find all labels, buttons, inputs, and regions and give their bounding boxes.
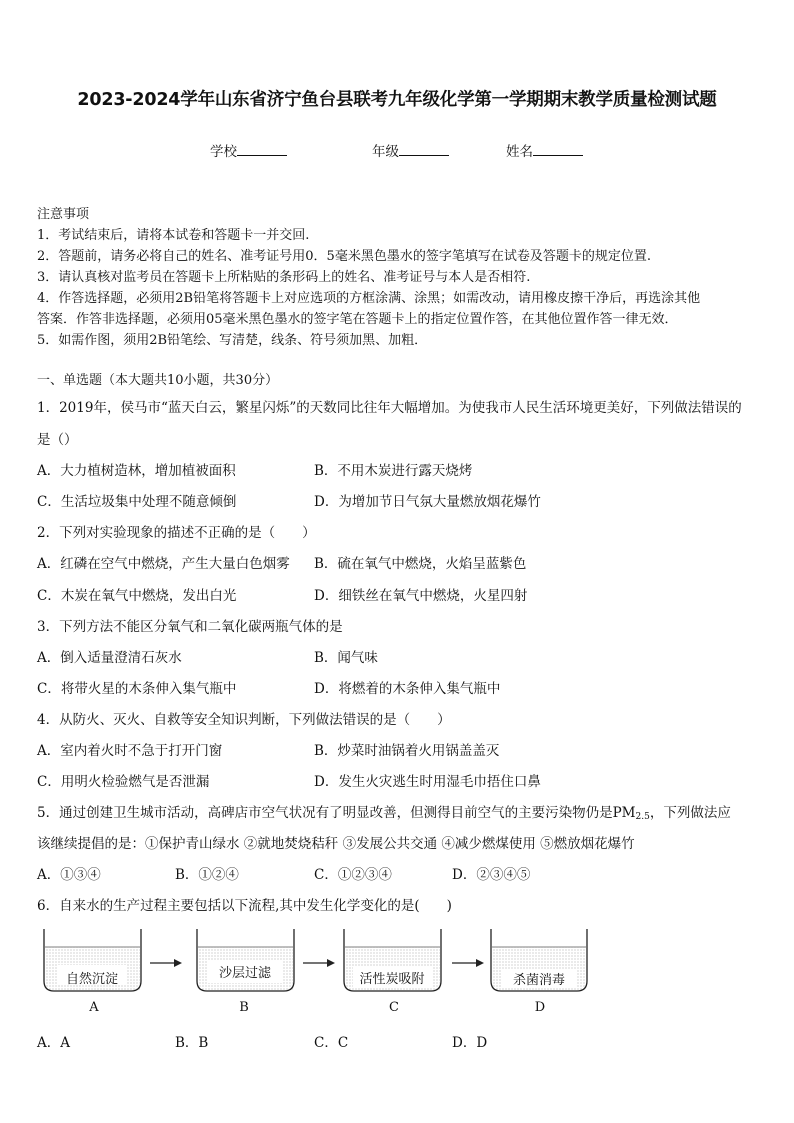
- q5-option-b: B．①②④: [175, 867, 239, 883]
- name-blank: [533, 143, 583, 156]
- q5-option-a: A．①③④: [37, 867, 101, 883]
- q2-option-a: A．红磷在空气中燃烧，产生大量白色烟雾: [37, 556, 290, 572]
- q4-option-a: A．室内着火时不急于打开门窗: [37, 743, 223, 759]
- tank-b: [197, 929, 294, 991]
- q6-option-c: C．C: [314, 1035, 349, 1051]
- q1-option-a: A．大力植树造林，增加植被面积: [37, 463, 236, 479]
- q1-option-d: D．为增加节日气氛大量燃放烟花爆竹: [314, 494, 541, 510]
- q2-option-c: C．木炭在氧气中燃烧，发出白光: [37, 588, 237, 604]
- q5-option-c: C．①②③④: [314, 867, 392, 883]
- q3-option-d: D．将燃着的木条伸入集气瓶中: [314, 681, 501, 697]
- step-letter-b: B: [239, 1000, 249, 1015]
- arrow-icon: [452, 959, 484, 967]
- q2-option-b: B．硫在氧气中燃烧，火焰呈蓝紫色: [314, 556, 527, 572]
- q4-option-b: B．炒菜时油锅着火用锅盖盖灭: [314, 743, 500, 759]
- notice-item: 1．考试结束后，请将本试卷和答题卡一并交回.: [37, 228, 310, 243]
- step-letter-c: C: [389, 1000, 399, 1015]
- grade-blank: [399, 143, 449, 156]
- q3-option-b: B．闻气味: [314, 650, 378, 666]
- question-3-text: 3．下列方法不能区分氧气和二氧化碳两瓶气体的是: [37, 619, 343, 635]
- question-1-text: 1．2019年，侯马市“蓝天白云，繁星闪烁”的天数同比往年大幅增加。为使我市人民生活环境更美好，下列做法错误的: [37, 400, 742, 416]
- name-field: 姓名: [506, 140, 583, 160]
- school-field: 学校: [210, 140, 287, 160]
- question-5-text: 5．通过创建卫生城市活动，高碑店市空气状况有了明显改善，但测得目前空气的主要污染物仍是$PM_{2.5}$，下列做法应: [37, 805, 731, 822]
- notice-item: 4．作答选择题，必须用2B铅笔将答题卡上对应选项的方框涂满、涂黑；如需改动，请用橡皮擦干净后，再选涂其他: [37, 291, 701, 306]
- question-1-text: 是（）: [37, 432, 78, 448]
- q4-option-c: C．用明火检验燃气是否泄漏: [37, 774, 210, 790]
- q3-option-a: A．倒入适量澄清石灰水: [37, 650, 182, 666]
- q6-option-d: D．D: [452, 1035, 488, 1051]
- question-5-text: 该继续提倡的是：①保护青山绿水 ②就地焚烧秸秆 ③发展公共交通 ④减少燃煤使用 ⑤燃放烟花爆竹: [37, 836, 635, 852]
- school-blank: [237, 143, 287, 156]
- question-6-text: 6．自来水的生产过程主要包括以下流程,其中发生化学变化的是( ): [37, 898, 452, 914]
- q2-option-d: D．细铁丝在氧气中燃烧，火星四射: [314, 588, 528, 604]
- exam-title: 2023-2024学年山东省济宁鱼台县联考九年级化学第一学期期末教学质量检测试题: [77, 90, 717, 110]
- section-heading: 一、单选题（本大题共10小题，共30分）: [37, 373, 279, 388]
- arrow-icon: [303, 959, 335, 967]
- step-label-a: 自然沉淀: [65, 972, 119, 987]
- question-4-text: 4．从防火、灭火、自救等安全知识判断，下列做法错误的是（ ）: [37, 712, 451, 728]
- q1-option-b: B．不用木炭进行露天烧烤: [314, 463, 473, 479]
- q5-option-d: D．②③④⑤: [452, 867, 531, 883]
- q6-option-a: A．A: [37, 1035, 70, 1051]
- arrow-icon: [150, 959, 182, 967]
- notice-item: 2．答题前，请务必将自己的姓名、准考证号用0．5毫米黑色墨水的签字笔填写在试卷及答题卡的规定位置.: [37, 249, 651, 264]
- notice-item: 5．如需作图，须用2B铅笔绘、写清楚，线条、符号须加黑、加粗．: [37, 333, 428, 348]
- q3-option-c: C．将带火星的木条伸入集气瓶中: [37, 681, 237, 697]
- q1-option-c: C．生活垃圾集中处理不随意倾倒: [37, 494, 237, 510]
- water-process-diagram: [40, 925, 600, 1020]
- step-label-d: 杀菌消毒: [512, 973, 566, 988]
- pm-subscript: 2.5: [635, 812, 650, 822]
- notice-heading: 注意事项: [37, 207, 90, 222]
- step-label-b: 沙层过滤: [218, 966, 272, 981]
- q4-option-d: D．发生火灾逃生时用湿毛巾捂住口鼻: [314, 774, 541, 790]
- notice-item: 答案．作答非选择题，必须用05毫米黑色墨水的签字笔在答题卡上的指定位置作答，在其他位置作答一律无效．: [37, 312, 678, 327]
- q6-option-b: B．B: [175, 1035, 209, 1051]
- step-letter-d: D: [534, 1000, 546, 1015]
- notice-item: 3．请认真核对监考员在答题卡上所粘贴的条形码上的姓名、准考证号与本人是否相符.: [37, 270, 531, 285]
- step-letter-a: A: [89, 1000, 99, 1015]
- question-2-text: 2．下列对实验现象的描述不正确的是（ ）: [37, 525, 316, 541]
- step-label-c: 活性炭吸附: [359, 972, 425, 987]
- grade-field: 年级: [372, 140, 449, 160]
